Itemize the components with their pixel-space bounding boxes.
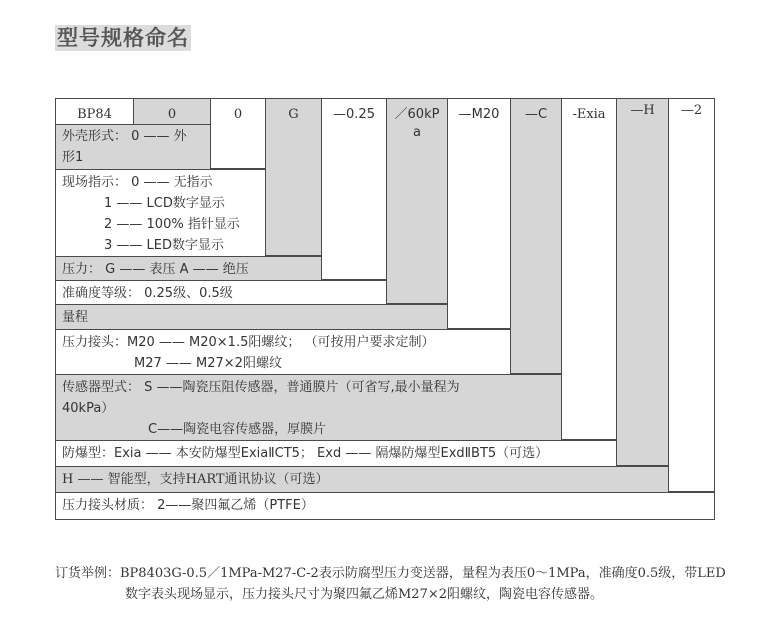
header-material: —2 bbox=[668, 98, 715, 125]
header-range-low: —0.25 bbox=[321, 98, 387, 125]
page-title: 型号规格命名 bbox=[57, 26, 189, 50]
row-display-line-3: 3 —— LED数字显示 bbox=[104, 238, 225, 253]
row-range: 量程 bbox=[55, 304, 448, 330]
row-sensor-line-2: 40kPa） bbox=[62, 401, 115, 416]
header-model: BP84 bbox=[55, 98, 134, 125]
row-sensor-line-3: C——陶瓷电容传感器，厚膜片 bbox=[148, 422, 327, 437]
row-connector bbox=[55, 329, 511, 375]
header-range-high: ／60kPa bbox=[386, 98, 448, 142]
header-connector: —M20 bbox=[447, 98, 511, 125]
col-smart-bg bbox=[616, 98, 669, 466]
col-sensor-bg bbox=[510, 98, 562, 374]
row-housing bbox=[55, 124, 211, 170]
row-accuracy: 准确度等级： 0.25级、0.5级 bbox=[55, 280, 387, 305]
row-display-line-2: 2 —— 100% 指针显示 bbox=[104, 217, 240, 232]
col-material-bg bbox=[668, 98, 715, 492]
col-accuracy-bg bbox=[321, 98, 387, 280]
row-display-line-0: 现场指示： 0 —— 无指示 bbox=[62, 175, 213, 190]
order-example-note bbox=[55, 563, 726, 605]
row-connector-line-2: M27 —— M27×2阳螺纹 bbox=[134, 356, 282, 371]
row-housing-line-1: 外壳形式： 0 —— 外 bbox=[62, 129, 187, 144]
row-pressure: 压力： G —— 表压 A —— 绝压 bbox=[55, 256, 322, 281]
header-display: 0 bbox=[210, 98, 266, 125]
col-connector-bg bbox=[447, 98, 511, 329]
order-example-line-1: 订货举例：BP8403G-0.5／1MPa-M27-C-2表示防腐型压力变送器，量程为表压0～1MPa，准确度0.5级，带LED bbox=[55, 566, 726, 581]
row-material: 压力接头材质： 2——聚四氟乙烯（PTFE） bbox=[55, 492, 715, 520]
col-explosion-bg bbox=[561, 98, 617, 440]
row-explosion: 防爆型：Exia —— 本安防爆型ExiaⅡCT5； Exd —— 隔爆防爆型ExdⅡBT5（可选） bbox=[55, 440, 617, 467]
row-housing-line-2: 形1 bbox=[62, 150, 84, 165]
row-sensor bbox=[55, 374, 562, 441]
row-sensor-line-1: 传感器型式： S ——陶瓷压阻传感器，普通膜片（可省写,最小量程为 bbox=[62, 380, 460, 395]
header-housing: 0 bbox=[133, 98, 211, 125]
header-pressure: G bbox=[265, 98, 322, 125]
row-connector-line-1: 压力接头：M20 —— M20×1.5阳螺纹； （可按用户要求定制） bbox=[62, 335, 435, 350]
header-smart: —H bbox=[616, 98, 669, 125]
order-example-line-2: 数字表头现场显示，压力接头尺寸为聚四氟乙烯M27×2阳螺纹，陶瓷电容传感器。 bbox=[125, 587, 604, 602]
row-smart: H —— 智能型，支持HART通讯协议（可选） bbox=[55, 466, 669, 493]
header-sensor: —C bbox=[510, 98, 562, 125]
row-display-line-1: 1 —— LCD数字显示 bbox=[104, 196, 225, 211]
row-display bbox=[55, 169, 266, 257]
header-explosion: -Exia bbox=[561, 98, 617, 125]
